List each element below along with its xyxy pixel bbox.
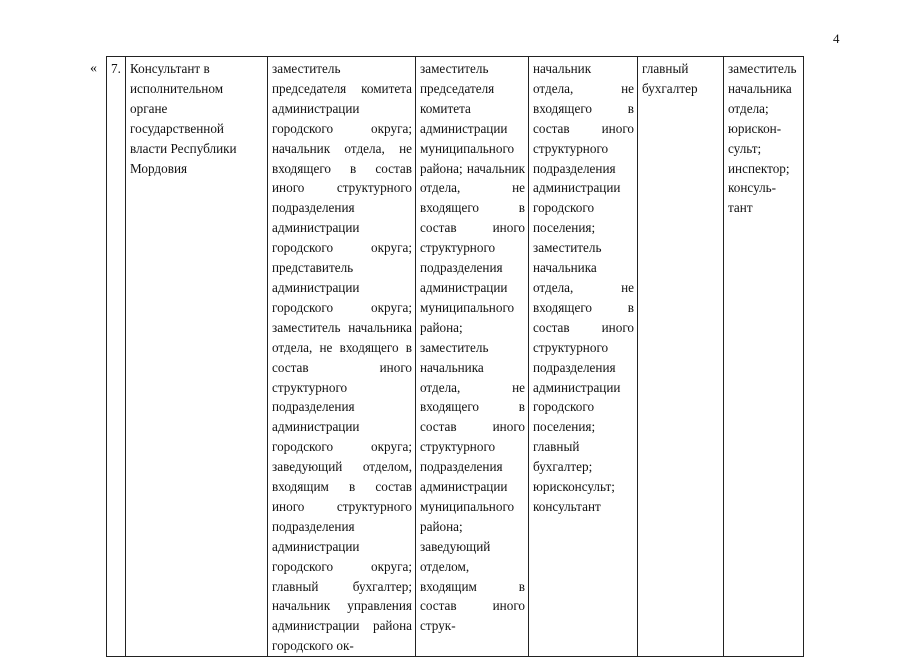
other-positions: заместитель начальника отдела; юрискон- сульт; инспектор; консуль- тант [728, 61, 797, 216]
opening-quote-mark: « [90, 61, 97, 76]
municipal-district-positions-cell [416, 57, 529, 657]
positions-table [106, 56, 804, 657]
page-number: 4 [833, 31, 840, 46]
city-settlement-positions-cell [529, 57, 638, 657]
rural-settlement-positions: главный бухгалтер [642, 61, 698, 96]
other-positions-cell [724, 57, 804, 657]
city-settlement-positions: начальник отдела, не входящего в состав иного структурного подразделения администрации городского поселения; заместитель начальника отдела, не входящего в состав иного структурного подразделения администрации городского поселения; главный бухгалтер; юрисконсульт; консультант [533, 61, 634, 514]
rural-settlement-positions-cell [638, 57, 724, 657]
city-district-positions: заместитель председателя комитета администрации городского округа; начальник отдела, не входящего в состав иного структурного подразделения администрации городского округа; представитель администрации городского округа; заместитель начальника отдела, не входящего в состав иного структурного подразделения администрации городского округа; заведующий отделом, входящим в состав иного структурного подразделения администрации городского округа; главный бухгалтер; начальник управления администрации района городского ок- [272, 61, 412, 654]
city-district-positions-cell [268, 57, 416, 657]
position-title-cell [126, 57, 268, 657]
table-row [107, 57, 804, 657]
row-number: 7. [107, 57, 126, 657]
position-title: Консультант в исполнительном органе государственной власти Республики Мордовия [130, 61, 237, 176]
municipal-district-positions: заместитель председателя комитета администрации муниципального района; начальник отдела, не входящего в состав иного структурного подразделения администрации муниципального района; заместитель начальника отдела, не входящего в состав иного структурного подразделения администрации муниципального района; заведующий отделом, входящим в состав иного струк- [420, 61, 525, 634]
